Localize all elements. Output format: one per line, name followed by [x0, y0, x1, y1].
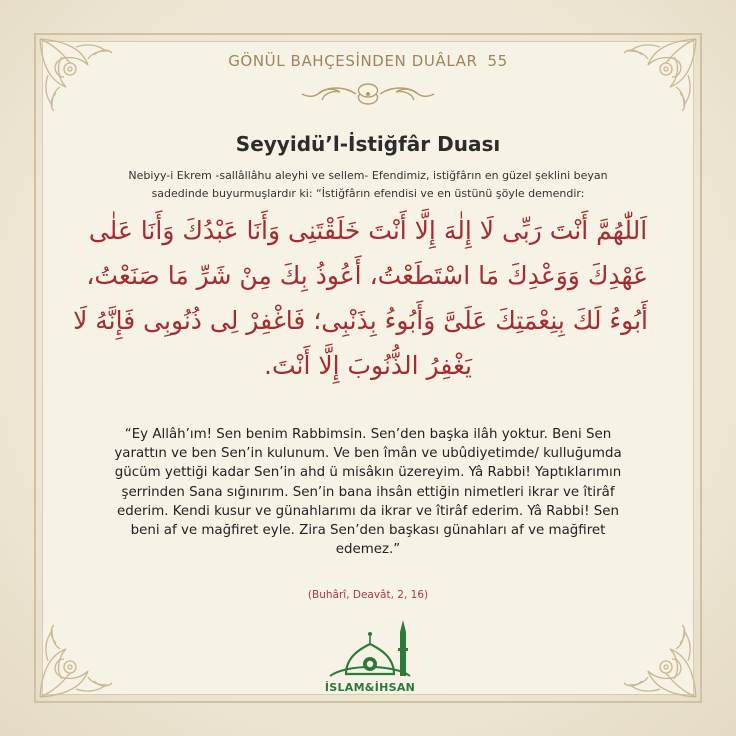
arabic-line: اَللّٰهُمَّ أَنْتَ رَبِّى لَا إِلٰهَ إِلَّا أَنْتَ خَلَقْتَنِى وَأَنَا عَبْدُكَ وَأَنَا عَلٰى — [88, 216, 648, 245]
series-title — [0, 52, 736, 70]
corner-ornament-icon — [616, 617, 700, 701]
divider-ornament-icon — [298, 80, 438, 108]
intro-text: Nebiyy-i Ekrem -sallâllâhu aleyhi ve sellem- Efendimiz, istiğfârın en güzel şeklini beyan sadedinde buyurmuşlardır ki: “İstiğfârın efendisi ve en üstünü şöyle demendir: — [128, 169, 608, 200]
page-title: Seyyidü’l-İstiğfâr Duası — [235, 132, 501, 156]
arabic-line: عَهْدِكَ وَوَعْدِكَ مَا اسْتَطَعْتُ، أَعُوذُ بِكَ مِنْ شَرِّ مَا صَنَعْتُ، — [86, 261, 648, 290]
logo-text: İSLAM&İHSAN — [324, 681, 416, 694]
arabic-prayer — [73, 208, 648, 388]
corner-ornament-icon — [36, 35, 120, 119]
translation-text: “Ey Allâh’ım! Sen benim Rabbimsin. Sen’den başka ilâh yoktur. Beni Sen yarattın ve ben Sen’in kulunum. Ve ben îmân ve ubûdiyetimde/ kulluğumda gücüm yettiği kadar Sen’in ahd ü misâkın üzereyim. Yâ Rabbi! Yaptıklarımın şerrinden Sana sığınırım. Sen’in bana ihsân ettiğin nimetleri ikrar ve îtirâf ederim. Kendi kusur ve günahlarımı da ikrar ve îtirâf ederim. Yâ Rabbi! Sen beni af ve mağfiret eyle. Zira Sen’den başkası günahları af ve mağfiret edemez.” — [114, 427, 622, 558]
arabic-line: أَبُوءُ لَكَ بِنِعْمَتِكَ عَلَىَّ وَأَبُوءُ بِذَنْبِى؛ فَاغْفِرْ لِى ذُنُوبِى فَإِنَّهُ لَا — [73, 306, 648, 335]
corner-ornament-icon — [616, 35, 700, 119]
series-number: 55 — [487, 52, 508, 70]
series-title-text: GÖNÜL BAHÇESİNDEN DUÂLAR — [228, 52, 478, 70]
corner-ornament-icon — [36, 617, 120, 701]
arabic-line: يَغْفِرُ الذُّنُوبَ إِلَّا أَنْتَ. — [264, 351, 472, 380]
source-citation: (Buhârî, Deavât, 2, 16) — [307, 589, 429, 601]
